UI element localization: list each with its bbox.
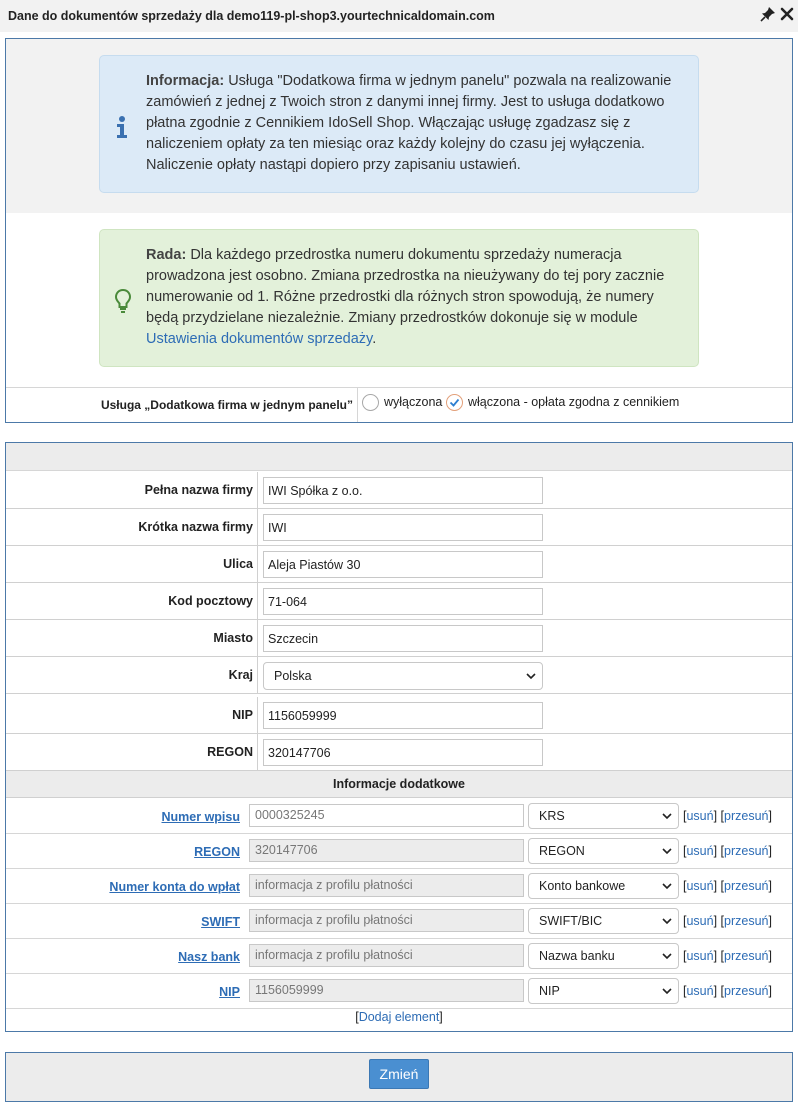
pin-icon[interactable] — [760, 6, 776, 22]
remove-link[interactable]: usuń — [686, 844, 714, 858]
additional-row-label[interactable]: Numer konta do wpłat — [109, 880, 240, 894]
nip-row — [6, 697, 792, 734]
street-row — [6, 546, 792, 583]
chevron-down-icon — [662, 952, 672, 960]
info-text: Informacja: Usługa "Dodatkowa firma w jednym panelu" pozwala na realizowanie zamówień z jednej z Twoich stron z danymi innej firmy. Jest to usługa dodatkowo płatna zgodnie z Cennikiem IdoSell Shop. Włączając usługę zgadzasz się z naliczeniem opłaty za ten miesiąc oraz każdy kolejny do czasu jej wyłączenia. Naliczenie opłaty nastąpi dopiero przy zapisaniu ustawień. — [146, 73, 672, 173]
close-icon[interactable] — [779, 6, 795, 22]
street-input[interactable] — [263, 551, 543, 578]
service-on-label[interactable]: włączona - opłata zgodna z cennikiem — [468, 395, 680, 409]
chevron-down-icon — [662, 917, 672, 925]
service-off-label[interactable]: wyłączona — [384, 395, 443, 409]
sales-documents-settings-link[interactable]: Ustawienia dokumentów sprzedaży — [146, 331, 373, 347]
short-name-row — [6, 509, 792, 546]
additional-row — [6, 939, 792, 974]
additional-row-type-select[interactable]: Nazwa banku — [528, 943, 679, 969]
country-label: Kraj — [6, 657, 258, 693]
move-link[interactable]: przesuń — [724, 879, 769, 893]
full-name-row — [6, 472, 792, 509]
service-off-radio[interactable] — [362, 394, 379, 411]
additional-row-label[interactable]: Nasz bank — [178, 950, 240, 964]
city-input[interactable] — [263, 625, 543, 652]
city-label: Miasto — [6, 620, 258, 656]
additional-row-label[interactable]: Numer wpisu — [161, 810, 240, 824]
postal-code-label: Kod pocztowy — [6, 583, 258, 619]
full-name-input[interactable] — [263, 477, 543, 504]
row-actions: [usuń] [przesuń] — [683, 879, 772, 893]
additional-row — [6, 799, 792, 834]
remove-link[interactable]: usuń — [686, 809, 714, 823]
remove-link[interactable]: usuń — [686, 914, 714, 928]
additional-row-value: informacja z profilu płatności — [249, 909, 524, 932]
street-label: Ulica — [6, 546, 258, 582]
row-actions: [usuń] [przesuń] — [683, 984, 772, 998]
remove-link[interactable]: usuń — [686, 984, 714, 998]
postal-code-input[interactable] — [263, 588, 543, 615]
remove-link[interactable]: usuń — [686, 949, 714, 963]
chevron-down-icon — [662, 882, 672, 890]
chevron-down-icon — [662, 847, 672, 855]
service-label: Usługa „Dodatkowa firma w jednym panelu” — [6, 388, 358, 422]
country-select[interactable]: Polska — [263, 662, 543, 690]
row-actions: [usuń] [przesuń] — [683, 844, 772, 858]
additional-row-value: informacja z profilu płatności — [249, 944, 524, 967]
add-element-row: [Dodaj element] — [355, 1010, 443, 1024]
additional-row-type-select[interactable]: REGON — [528, 838, 679, 864]
additional-row-type-select[interactable]: Konto bankowe — [528, 873, 679, 899]
additional-row-value: informacja z profilu płatności — [249, 874, 524, 897]
row-actions: [usuń] [przesuń] — [683, 914, 772, 928]
postal-code-row — [6, 583, 792, 620]
additional-row-label[interactable]: SWIFT — [201, 915, 240, 929]
nip-label: NIP — [6, 697, 258, 733]
chevron-down-icon — [662, 987, 672, 995]
submit-panel — [5, 1052, 793, 1102]
additional-row-label[interactable]: REGON — [194, 845, 240, 859]
dialog-titlebar — [0, 0, 798, 32]
additional-row-value[interactable]: 0000325245 — [249, 804, 524, 827]
move-link[interactable]: przesuń — [724, 914, 769, 928]
chevron-down-icon — [526, 672, 536, 680]
info-icon — [114, 114, 130, 140]
move-link[interactable]: przesuń — [724, 949, 769, 963]
additional-row — [6, 834, 792, 869]
dialog-title: Dane do dokumentów sprzedaży dla demo119-pl-shop3.yourtechnicaldomain.com — [8, 9, 495, 23]
service-panel — [5, 38, 793, 423]
regon-label: REGON — [6, 734, 258, 770]
additional-row-value: 320147706 — [249, 839, 524, 862]
additional-row — [6, 869, 792, 904]
move-link[interactable]: przesuń — [724, 844, 769, 858]
full-name-label: Pełna nazwa firmy — [6, 472, 258, 508]
additional-row-label[interactable]: NIP — [219, 985, 240, 999]
chevron-down-icon — [662, 812, 672, 820]
row-actions: [usuń] [przesuń] — [683, 949, 772, 963]
tip-text: Rada: Dla każdego przedrostka numeru dokumentu sprzedaży numeracja prowadzona jest osobno. Zmiana przedrostka na nieużywany do tej pory zacznie numerowanie od 1. Różne przedrostki dla różnych stron spowodują, że numery będą przydzielane niezależnie. Zmiany przedrostków dokonuje się w module Ustawienia dokumentów sprzedaży. — [146, 247, 665, 347]
service-toggle-row — [6, 387, 792, 422]
move-link[interactable]: przesuń — [724, 984, 769, 998]
country-row — [6, 657, 792, 694]
city-row — [6, 620, 792, 657]
row-actions: [usuń] [przesuń] — [683, 809, 772, 823]
company-form-panel — [5, 442, 793, 1032]
additional-row-type-select[interactable]: NIP — [528, 978, 679, 1004]
service-on-radio[interactable] — [446, 394, 463, 411]
short-name-input[interactable] — [263, 514, 543, 541]
additional-row-type-select[interactable]: KRS — [528, 803, 679, 829]
additional-row — [6, 904, 792, 939]
form-header — [6, 443, 792, 471]
additional-row-type-select[interactable]: SWIFT/BIC — [528, 908, 679, 934]
remove-link[interactable]: usuń — [686, 879, 714, 893]
add-element-link[interactable]: Dodaj element — [358, 1010, 440, 1024]
move-link[interactable]: przesuń — [724, 809, 769, 823]
additional-row — [6, 974, 792, 1009]
short-name-label: Krótka nazwa firmy — [6, 509, 258, 545]
regon-input[interactable] — [263, 739, 543, 766]
additional-info-title: Informacje dodatkowe — [6, 771, 792, 798]
nip-input[interactable] — [263, 702, 543, 729]
info-box — [99, 55, 699, 193]
lightbulb-icon — [114, 288, 130, 314]
additional-row-value: 1156059999 — [249, 979, 524, 1002]
tip-box — [99, 229, 699, 367]
regon-row — [6, 734, 792, 771]
submit-button[interactable]: Zmień — [369, 1059, 429, 1089]
